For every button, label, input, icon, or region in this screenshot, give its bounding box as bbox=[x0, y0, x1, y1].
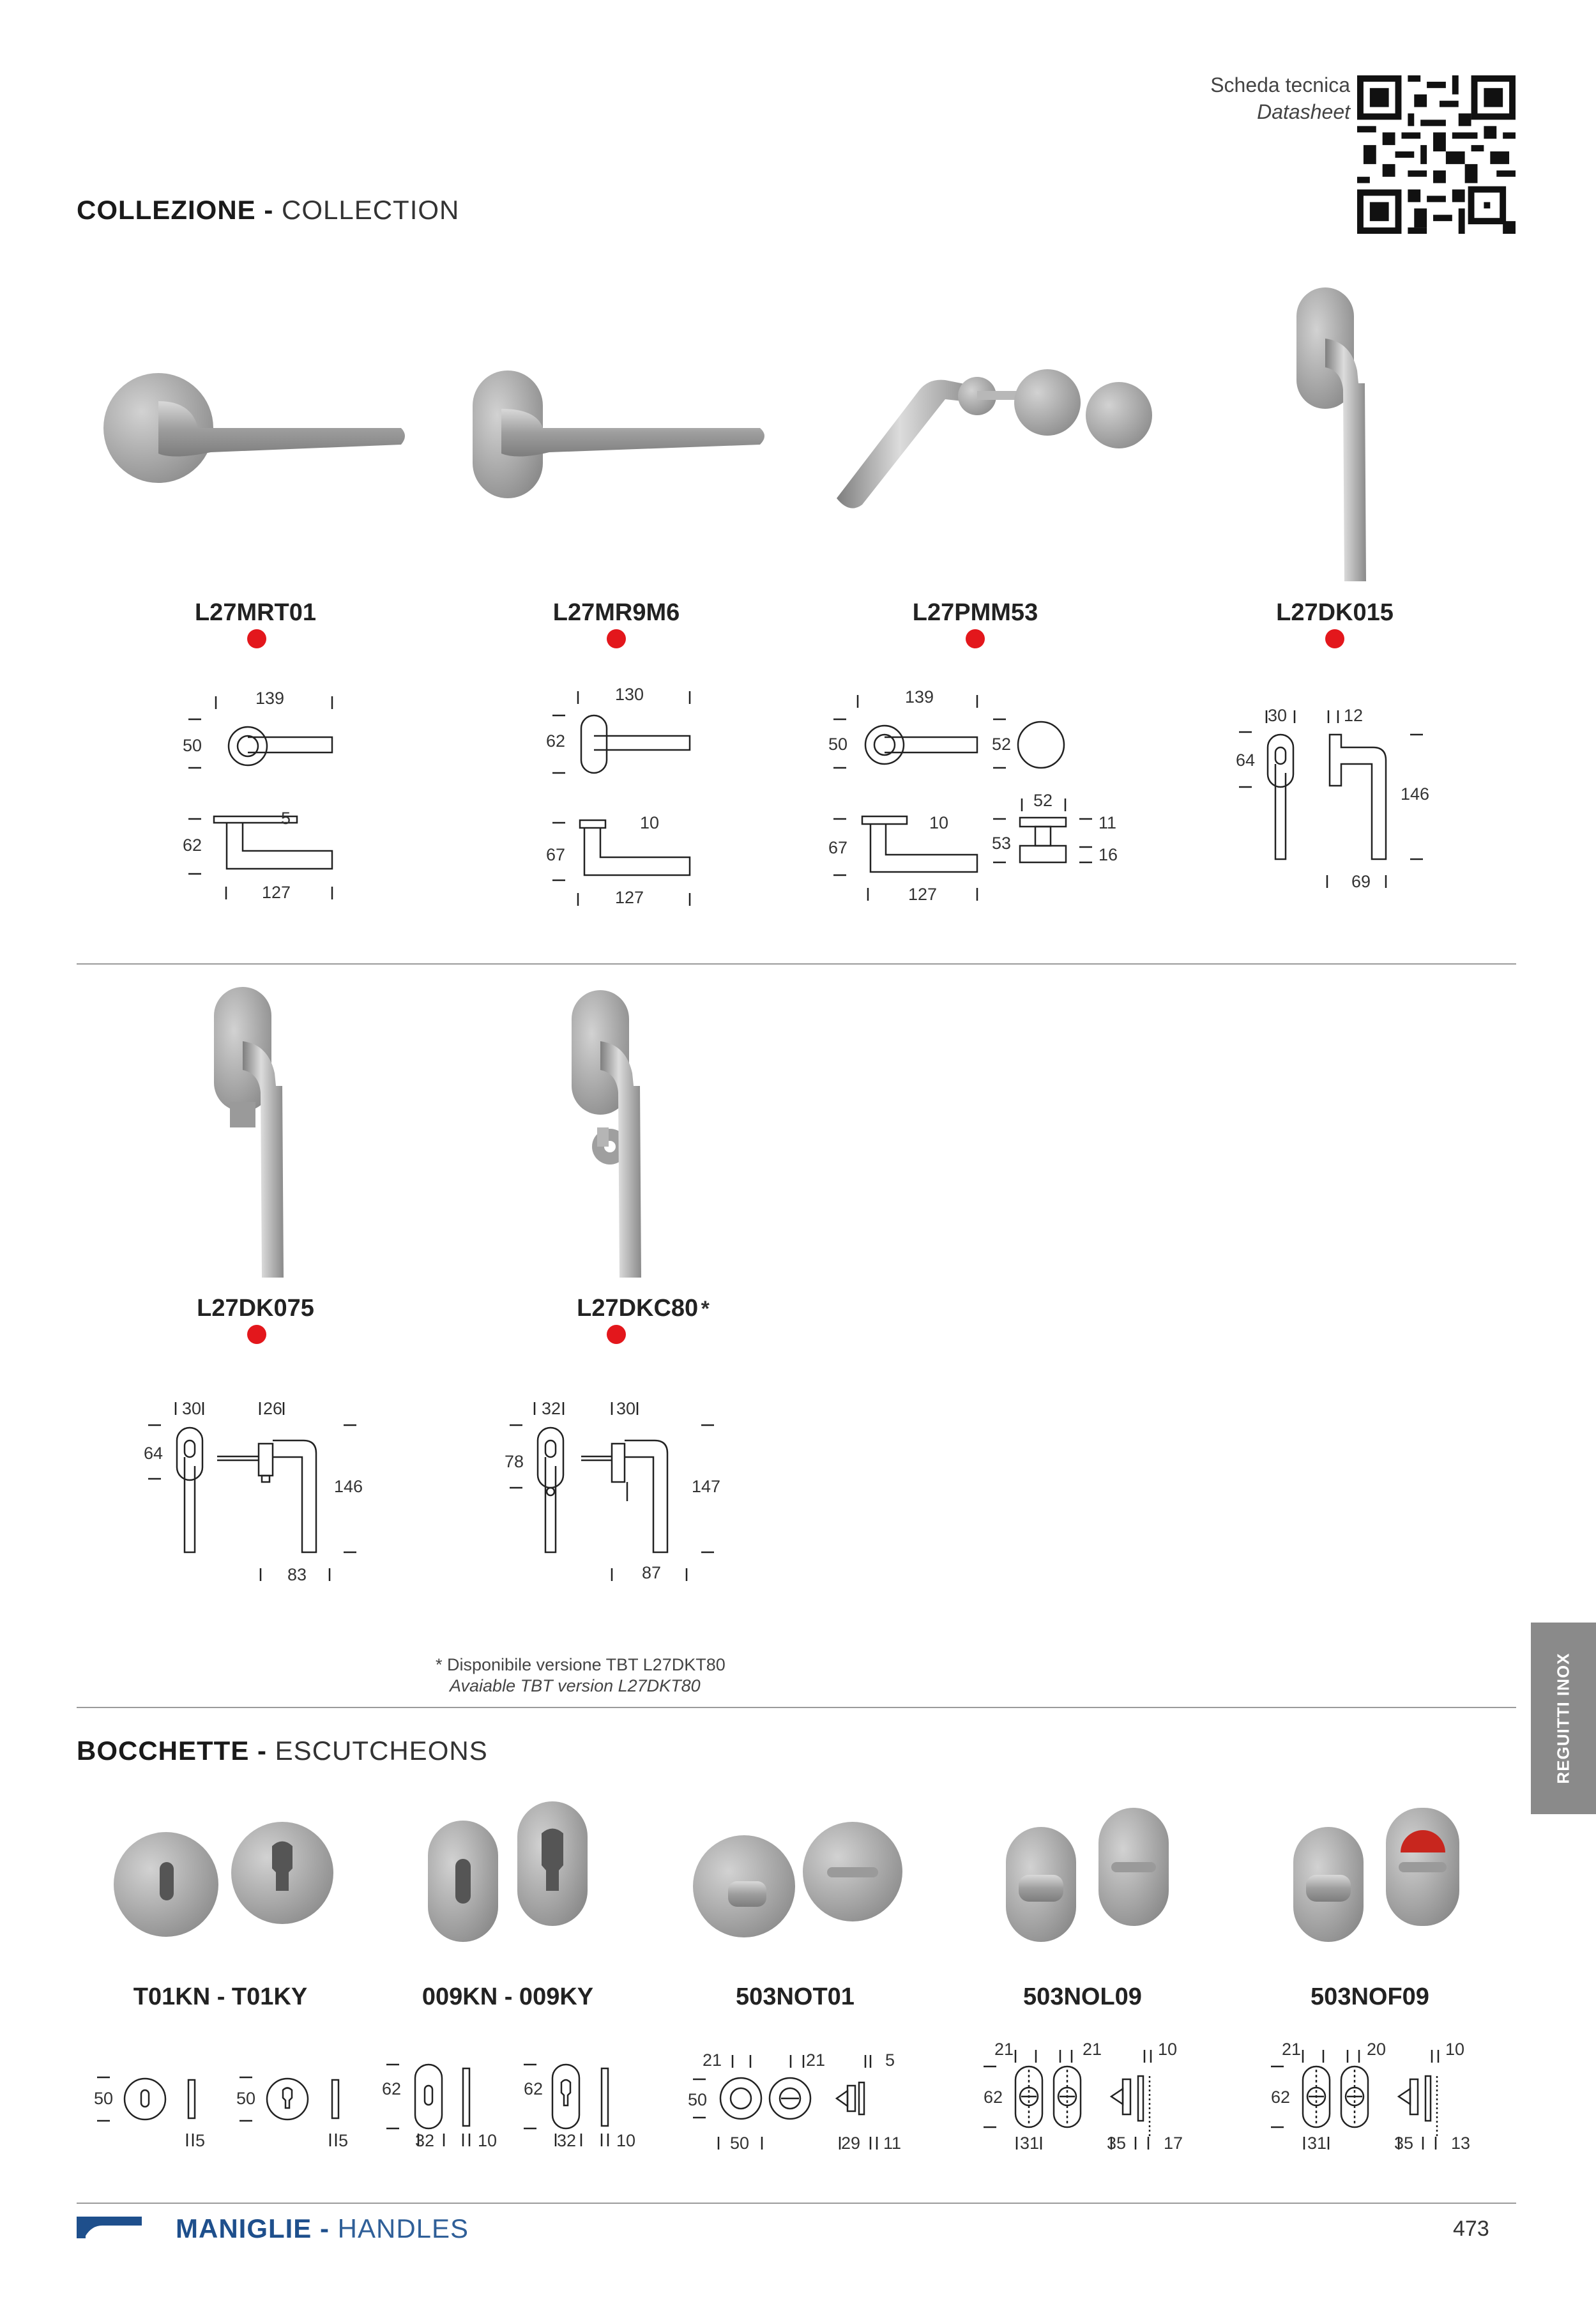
escutcheon-photo-503nof09[interactable] bbox=[1287, 1801, 1478, 1948]
dim-label: 30 bbox=[1268, 706, 1288, 725]
dim-label: 21 bbox=[1282, 2040, 1302, 2059]
dim-label: 17 bbox=[1164, 2134, 1183, 2153]
tbt-note-it: * Disponibile versione TBT L27DKT80 bbox=[436, 1655, 726, 1674]
dim-label: 50 bbox=[688, 2090, 708, 2109]
collection-title bbox=[77, 195, 459, 225]
dim-label: 5 bbox=[281, 809, 291, 828]
drawing-l27mr9m6 bbox=[536, 677, 728, 920]
dim-label: 5 bbox=[195, 2131, 206, 2150]
dim-label: 30 bbox=[182, 1399, 202, 1418]
qr-code[interactable] bbox=[1357, 75, 1516, 234]
dim-label: 21 bbox=[1083, 2040, 1102, 2059]
escutcheon-code-503nof09: 503NOF09 bbox=[1311, 1983, 1429, 2010]
dim-label: 11 bbox=[1098, 813, 1117, 832]
dim-label: 10 bbox=[929, 813, 949, 832]
dim-label: 52 bbox=[1033, 791, 1053, 810]
dim-label: 35 bbox=[1394, 2134, 1414, 2153]
dim-label: 69 bbox=[1351, 872, 1371, 891]
dim-label: 10 bbox=[640, 813, 660, 832]
dim-label: 50 bbox=[183, 736, 202, 755]
escutcheon-photo-503not01[interactable] bbox=[690, 1811, 907, 1952]
dim-label: 62 bbox=[524, 2079, 543, 2098]
drawing-t01 bbox=[83, 2051, 364, 2153]
product-code-l27dk075: L27DK075 bbox=[197, 1295, 314, 1322]
product-photo-l27dk075[interactable] bbox=[204, 981, 319, 1287]
dim-label: 78 bbox=[505, 1452, 524, 1471]
product-code-l27pmm53: L27PMM53 bbox=[912, 599, 1038, 626]
dim-label: 127 bbox=[615, 888, 644, 907]
dim-label: 21 bbox=[703, 2051, 722, 2070]
product-photo-l27mrt01[interactable] bbox=[96, 364, 415, 492]
escutcheon-photo-009[interactable] bbox=[422, 1795, 600, 1948]
footer-divider bbox=[77, 2203, 1516, 2204]
dim-label: 31 bbox=[1020, 2134, 1040, 2153]
escutcheon-code-t01: T01KN - T01KY bbox=[133, 1983, 308, 2010]
escutcheon-code-009: 009KN - 009KY bbox=[422, 1983, 594, 2010]
tbt-note-en: Avaiable TBT version L27DKT80 bbox=[450, 1676, 701, 1695]
dim-label: 26 bbox=[263, 1399, 283, 1418]
dim-label: 62 bbox=[1271, 2088, 1291, 2107]
availability-dot bbox=[607, 1325, 626, 1344]
dim-label: 30 bbox=[616, 1399, 636, 1418]
availability-dot bbox=[607, 629, 626, 648]
dim-label: 139 bbox=[255, 689, 285, 708]
dim-label: 50 bbox=[236, 2089, 256, 2108]
dim-label: 52 bbox=[992, 735, 1012, 754]
escutcheon-photo-503nol09[interactable] bbox=[999, 1801, 1178, 1948]
escutcheon-code-503not01: 503NOT01 bbox=[736, 1983, 855, 2010]
dim-label: 10 bbox=[1445, 2040, 1465, 2059]
dim-label: 10 bbox=[1158, 2040, 1178, 2059]
dim-label: 67 bbox=[828, 838, 848, 857]
product-photo-l27dk015[interactable] bbox=[1287, 281, 1402, 588]
availability-dot bbox=[247, 629, 266, 648]
dim-label: 83 bbox=[287, 1565, 307, 1584]
product-code-l27mr9m6: L27MR9M6 bbox=[552, 599, 680, 626]
dim-label: 64 bbox=[1236, 751, 1256, 770]
dim-label: 50 bbox=[730, 2134, 750, 2153]
footnote-star: * bbox=[701, 1297, 710, 1321]
collection-title-light: COLLECTION bbox=[282, 195, 460, 225]
footer-title-light: HANDLES bbox=[337, 2213, 469, 2243]
dim-label: 32 bbox=[415, 2131, 435, 2150]
dim-label: 21 bbox=[994, 2040, 1014, 2059]
product-code-l27dkc80: L27DKC80 bbox=[577, 1295, 699, 1322]
dim-label: 147 bbox=[692, 1477, 721, 1496]
dim-label: 11 bbox=[883, 2134, 902, 2153]
dim-label: 35 bbox=[1107, 2134, 1127, 2153]
product-photo-l27pmm53[interactable] bbox=[824, 351, 1156, 517]
dim-label: 62 bbox=[183, 836, 202, 855]
dim-label: 20 bbox=[1367, 2040, 1387, 2059]
dim-label: 5 bbox=[885, 2051, 895, 2070]
dim-label: 62 bbox=[546, 731, 566, 751]
section-divider bbox=[77, 963, 1516, 965]
dim-label: 12 bbox=[1344, 706, 1364, 725]
dim-label: 31 bbox=[1307, 2134, 1327, 2153]
dim-label: 29 bbox=[841, 2134, 861, 2153]
dim-label: 146 bbox=[334, 1477, 363, 1496]
product-photo-l27dkc80[interactable] bbox=[562, 987, 677, 1294]
dim-label: 50 bbox=[94, 2089, 114, 2108]
dim-label: 64 bbox=[144, 1444, 163, 1463]
page-number: 473 bbox=[1453, 2217, 1489, 2241]
dim-label: 139 bbox=[905, 687, 934, 707]
footer-title bbox=[176, 2213, 469, 2244]
escutcheon-photo-t01[interactable] bbox=[109, 1811, 345, 1939]
escutcheons-title-bold: BOCCHETTE - bbox=[77, 1736, 267, 1766]
footer-title-bold: MANIGLIE - bbox=[176, 2213, 330, 2243]
dim-label: 21 bbox=[806, 2051, 826, 2070]
dim-label: 10 bbox=[616, 2131, 636, 2150]
escutcheon-code-503nol09: 503NOL09 bbox=[1023, 1983, 1142, 2010]
dim-label: 13 bbox=[1451, 2134, 1471, 2153]
escutcheons-title-light: ESCUTCHEONS bbox=[275, 1736, 488, 1766]
dim-label: 87 bbox=[642, 1563, 662, 1582]
product-photo-l27mr9m6[interactable] bbox=[466, 364, 786, 505]
product-code-l27dk015: L27DK015 bbox=[1276, 599, 1394, 626]
dim-label: 16 bbox=[1098, 845, 1118, 864]
brand-mark-icon bbox=[77, 2217, 142, 2238]
dim-label: 127 bbox=[262, 883, 291, 902]
product-code-l27mrt01: L27MRT01 bbox=[194, 599, 317, 626]
availability-dot bbox=[1325, 629, 1344, 648]
dim-label: 146 bbox=[1401, 784, 1430, 804]
availability-dot bbox=[247, 1325, 266, 1344]
side-tab[interactable] bbox=[1531, 1623, 1596, 1814]
side-tab-label: REGUITTI INOX bbox=[1553, 1653, 1573, 1784]
dim-label: 10 bbox=[478, 2131, 498, 2150]
dim-label: 5 bbox=[338, 2131, 349, 2150]
dim-label: 62 bbox=[382, 2079, 402, 2098]
dim-label: 62 bbox=[984, 2088, 1003, 2107]
datasheet-label-en: Datasheet bbox=[1257, 100, 1350, 123]
dim-label: 53 bbox=[992, 834, 1012, 853]
availability-dot bbox=[966, 629, 985, 648]
dim-label: 32 bbox=[542, 1399, 561, 1418]
datasheet-label-it: Scheda tecnica bbox=[1210, 73, 1350, 96]
dim-label: 130 bbox=[615, 685, 644, 704]
collection-title-bold: COLLEZIONE - bbox=[77, 195, 274, 225]
product-code-l27dkc80-wrap bbox=[547, 1295, 739, 1322]
dim-label: 67 bbox=[546, 845, 566, 864]
dim-label: 32 bbox=[557, 2131, 577, 2150]
dim-label: 127 bbox=[908, 885, 938, 904]
tbt-note bbox=[436, 1654, 726, 1697]
escutcheons-title bbox=[77, 1736, 488, 1766]
dim-label: 50 bbox=[828, 735, 848, 754]
drawing-l27pmm53 bbox=[827, 677, 1134, 920]
datasheet-label bbox=[1210, 72, 1350, 125]
section-divider bbox=[77, 1707, 1516, 1708]
